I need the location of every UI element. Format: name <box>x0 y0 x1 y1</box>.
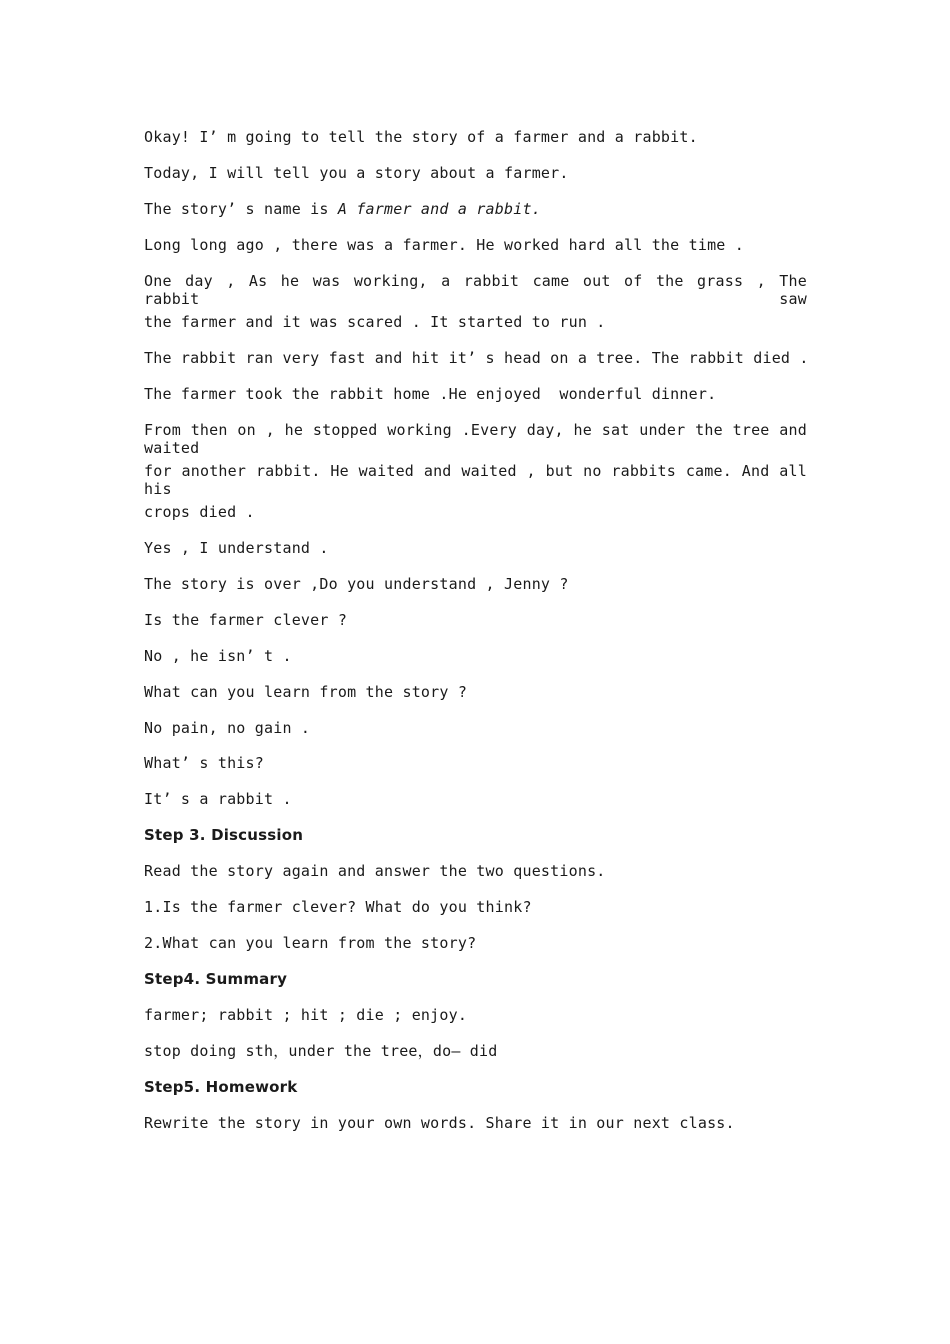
text-line: Long long ago , there was a farmer. He worked hard all the time . <box>144 236 744 254</box>
story-title: A farmer and a rabbit. <box>337 200 541 218</box>
question-2: 2.What can you learn from the story? <box>144 934 477 952</box>
text-line: Today, I will tell you a story about a farmer. <box>144 164 569 182</box>
text-line: The story is over ,Do you understand , Jenny ? <box>144 575 569 593</box>
text-line: for another rabbit. He waited and waited , but no rabbits came. And all his <box>144 462 807 498</box>
text-line: From then on , he stopped working .Every day, he sat under the tree and waited <box>144 421 807 457</box>
section-heading-discussion: Step 3. Discussion <box>144 826 304 844</box>
question-1: 1.Is the farmer clever? What do you think? <box>144 898 532 916</box>
text-line: Okay! I’ m going to tell the story of a farmer and a rabbit. <box>144 128 698 146</box>
text-line: The farmer took the rabbit home .He enjoyed wonderful dinner. <box>144 385 717 403</box>
story-name-line <box>144 200 824 218</box>
text-line: One day , As he was working, a rabbit came out of the grass , The rabbit saw <box>144 272 807 308</box>
text-line: What can you learn from the story ? <box>144 683 468 701</box>
text-line: the farmer and it was scared . It started to run . <box>144 313 606 331</box>
text-line: No pain, no gain . <box>144 719 311 737</box>
text-line: Is the farmer clever ? <box>144 611 348 629</box>
text-line: No , he isn’ t . <box>144 647 292 665</box>
text-line: Yes , I understand . <box>144 539 329 557</box>
text-line: Rewrite the story in your own words. Share it in our next class. <box>144 1114 735 1132</box>
text-line: Read the story again and answer the two questions. <box>144 862 606 880</box>
section-heading-homework: Step5. Homework <box>144 1078 298 1096</box>
text-line: stop doing sth，under the tree，do— did <box>144 1042 498 1060</box>
section-heading-summary: Step4. Summary <box>144 970 288 988</box>
text-line: crops died . <box>144 503 255 521</box>
text-line: It’ s a rabbit . <box>144 790 292 808</box>
text-line: The rabbit ran very fast and hit it’ s head on a tree. The rabbit died . <box>144 349 809 367</box>
text-line: farmer; rabbit ; hit ; die ; enjoy. <box>144 1006 468 1024</box>
story-name-prefix: The story’ s name is <box>144 200 338 218</box>
text-line: What’ s this? <box>144 754 264 772</box>
